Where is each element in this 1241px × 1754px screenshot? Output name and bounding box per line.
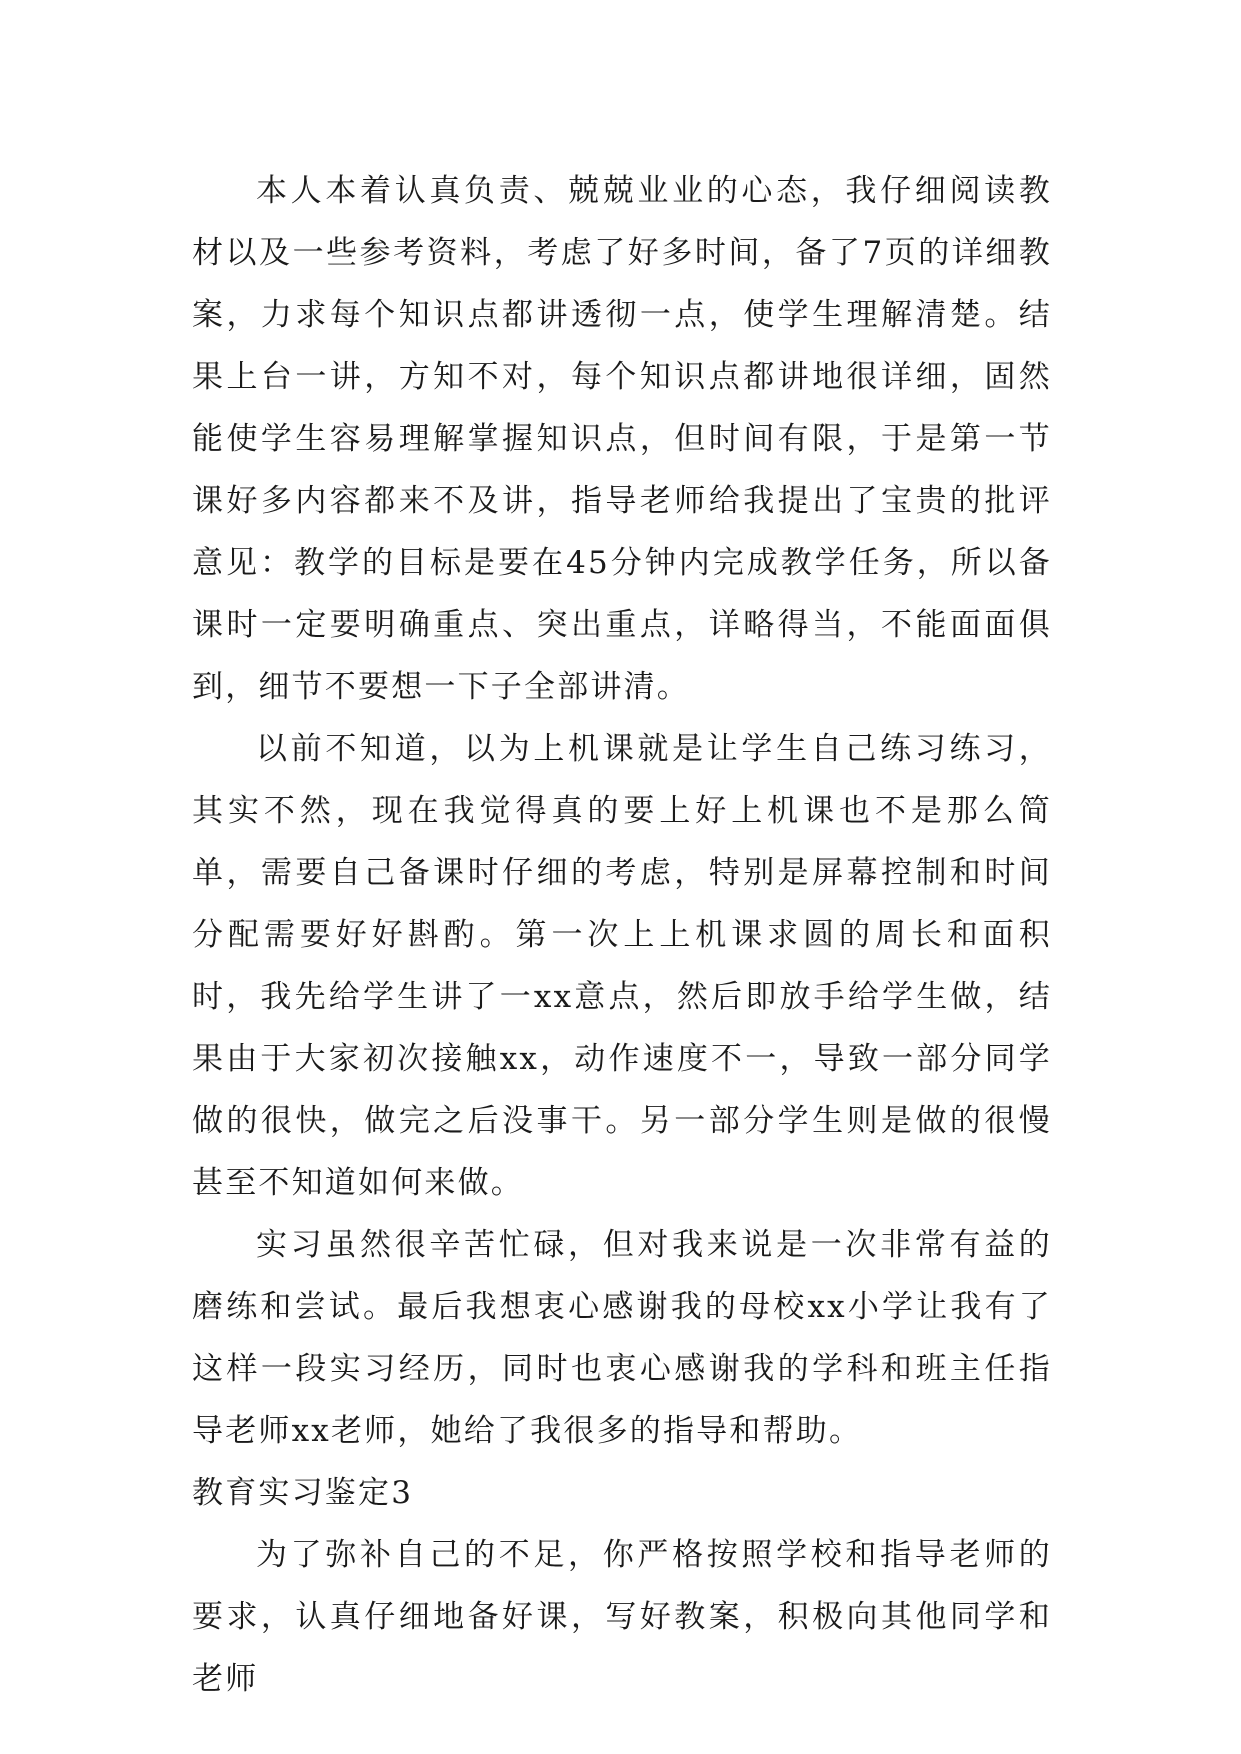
document-body [192,160,1052,1710]
paragraph-evaluation-start: 为了弥补自己的不足，你严格按照学校和指导老师的要求，认真仔细地备好课，写好教案，积极向其他同学和老师 [192,1537,1052,1697]
paragraph-internship-thanks: 实习虽然很辛苦忙碌，但对我来说是一次非常有益的磨练和尝试。最后我想衷心感谢我的母校xx小学让我有了这样一段实习经历，同时也衷心感谢我的学科和班主任指导老师xx老师，她给了我很多的指导和帮助。 [192,1227,1052,1449]
paragraph-computer-lab-class: 以前不知道，以为上机课就是让学生自己练习练习，其实不然，现在我觉得真的要上好上机课也不是那么简单，需要自己备课时仔细的考虑，特别是屏幕控制和时间分配需要好好斟酌。第一次上上机课求圆的周长和面积时，我先给学生讲了一xx意点，然后即放手给学生做，结果由于大家初次接触xx，动作速度不一，导致一部分同学做的很快，做完之后没事干。另一部分学生则是做的很慢甚至不知道如何来做。 [192,731,1052,1201]
section-heading: 教育实习鉴定3 [192,1475,414,1511]
paragraph-lesson-preparation: 本人本着认真负责、兢兢业业的心态，我仔细阅读教材以及一些参考资料，考虑了好多时间，备了7页的详细教案，力求每个知识点都讲透彻一点，使学生理解清楚。结果上台一讲，方知不对，每个知识点都讲地很详细，固然能使学生容易理解掌握知识点，但时间有限，于是第一节课好多内容都来不及讲，指导老师给我提出了宝贵的批评意见：教学的目标是要在45分钟内完成教学任务，所以备课时一定要明确重点、突出重点，详略得当，不能面面俱到，细节不要想一下子全部讲清。 [192,173,1052,705]
